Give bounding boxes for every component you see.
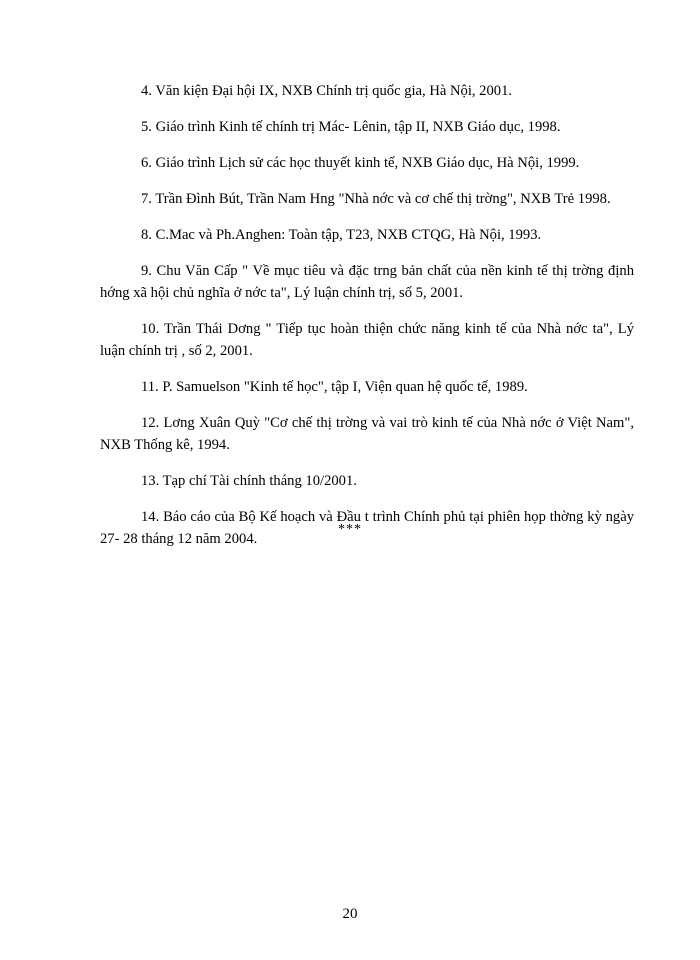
reference-item: 11. P. Samuelson "Kinh tế học", tập I, Viện quan hệ quốc tế, 1989. bbox=[141, 379, 528, 395]
reference-item: 9. Chu Văn Cấp " Về mục tiêu và đặc trng bản chất của nền kinh tế thị trờng định hớng xã hội chủ nghĩa ở nớc ta", Lý luận chính trị, số 5, 2001. bbox=[100, 263, 634, 301]
reference-item: 12. Lơng Xuân Quỳ "Cơ chế thị trờng và vai trò kinh tế của Nhà nớc ở Việt Nam", NXB Thống kê, 1994. bbox=[100, 415, 634, 453]
reference-item: 6. Giáo trình Lịch sử các học thuyết kinh tế, NXB Giáo dục, Hà Nội, 1999. bbox=[141, 155, 580, 171]
section-separator: *** bbox=[338, 522, 362, 537]
reference-item: 14. Báo cáo của Bộ Kế hoạch và Đầu t trình Chính phủ tại phiên họp thờng kỳ ngày 27- 28 tháng 12 năm 2004. bbox=[100, 509, 634, 547]
reference-item: 5. Giáo trình Kinh tế chính trị Mác- Lênin, tập II, NXB Giáo dục, 1998. bbox=[141, 119, 561, 135]
reference-item: 4. Văn kiện Đại hội IX, NXB Chính trị quốc gia, Hà Nội, 2001. bbox=[141, 83, 513, 99]
reference-item: 7. Trần Đình Bút, Trần Nam Hng "Nhà nớc và cơ chế thị trờng", NXB Trẻ 1998. bbox=[141, 191, 611, 207]
reference-list bbox=[100, 80, 634, 564]
reference-item: 10. Trần Thái Dơng " Tiếp tục hoàn thiện chức năng kinh tế của Nhà nớc ta", Lý luận chính trị , số 2, 2001. bbox=[100, 321, 634, 359]
page-number: 20 bbox=[342, 906, 358, 922]
reference-item: 13. Tạp chí Tài chính tháng 10/2001. bbox=[141, 473, 357, 489]
reference-item: 8. C.Mac và Ph.Anghen: Toàn tập, T23, NXB CTQG, Hà Nội, 1993. bbox=[141, 227, 542, 243]
